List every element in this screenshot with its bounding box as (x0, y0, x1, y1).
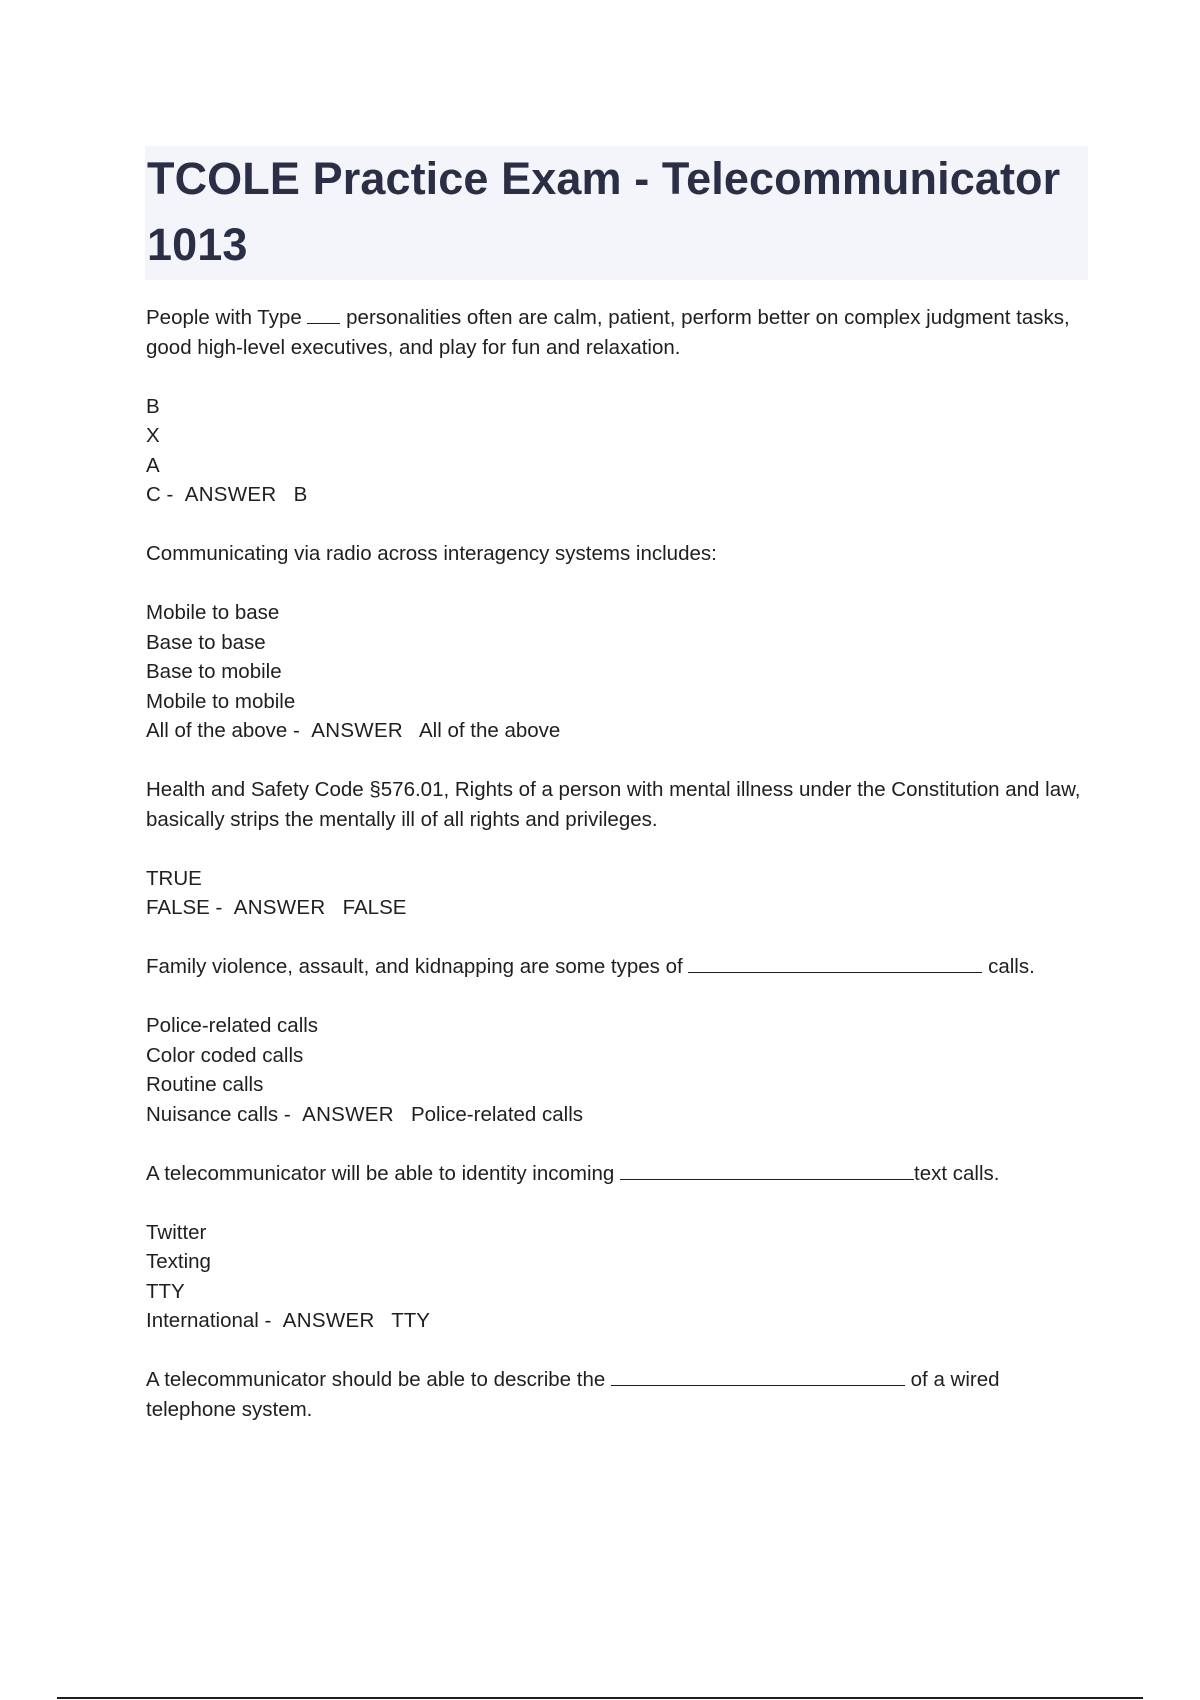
option: Twitter (146, 1220, 207, 1244)
answer-label: ANSWER (184, 483, 277, 506)
question-5-prompt-end: text calls. (914, 1161, 1000, 1185)
option: FALSE (146, 896, 210, 919)
question-1-prompt-end: personalities often are calm, patient, perform better on complex judgment tasks, good high-level executives, and play for fun and relaxation. (146, 306, 1070, 359)
question-6-prompt (146, 1365, 1086, 1424)
question-1-options (146, 392, 1086, 510)
answer-value: TTY (391, 1309, 430, 1332)
option: Mobile to base (146, 601, 280, 624)
answer-value: B (293, 483, 308, 506)
option: Routine calls (146, 1073, 264, 1096)
option-with-answer: Nuisance calls - ANSWER Police-related calls (146, 1102, 584, 1126)
question-1-prompt-start: People with Type (146, 306, 308, 329)
option-with-answer: FALSE - ANSWER FALSE (146, 896, 407, 919)
page-title: TCOLE Practice Exam - Telecommunicator 1013 (147, 153, 1061, 270)
question-4-prompt-start: Family violence, assault, and kidnapping are some types of (146, 955, 689, 978)
option: Color coded calls (146, 1043, 304, 1067)
fill-in-blank (611, 1365, 905, 1386)
fill-in-blank (620, 1159, 914, 1180)
option: Police-related calls (146, 1014, 319, 1037)
question-5-prompt (146, 1159, 1086, 1189)
answer-value: Police-related calls (410, 1102, 584, 1126)
question-3-options (146, 864, 1086, 923)
answer-label: ANSWER (282, 1309, 375, 1332)
question-2-prompt: Communicating via radio across interagency systems includes: (146, 542, 717, 565)
option: International (146, 1309, 259, 1332)
answer-label: ANSWER (311, 719, 404, 742)
question-6-prompt-start: A telecommunicator should be able to describe the (146, 1368, 611, 1391)
answer-value: All of the above (419, 719, 561, 742)
answer-label: ANSWER (302, 1102, 394, 1126)
question-list (146, 303, 1086, 1454)
fill-in-blank (307, 303, 340, 324)
option: C (146, 483, 161, 506)
question-3-prompt: Health and Safety Code §576.01, Rights of a person with mental illness under the Constitution and law, basically strips the mentally ill of all rights and privileges. (146, 778, 1081, 831)
option: A (146, 453, 160, 477)
question-5-prompt-start: A telecommunicator will be able to identity incoming (146, 1161, 621, 1185)
option-with-answer: International - ANSWER TTY (146, 1309, 430, 1332)
question-6-prompt-end: of a wired telephone system. (146, 1368, 1000, 1421)
question-2-options (146, 598, 1086, 746)
footer-divider (57, 1697, 1143, 1699)
option: Base to base (146, 630, 266, 654)
title-banner (145, 146, 1088, 280)
option: Mobile to mobile (146, 689, 296, 713)
option-with-answer: C - ANSWER B (146, 483, 308, 506)
question-5-options (146, 1218, 1086, 1336)
option-with-answer: All of the above - ANSWER All of the above (146, 719, 561, 742)
fill-in-blank (688, 952, 982, 973)
answer-label: ANSWER (233, 896, 326, 919)
question-4-prompt-end: calls. (982, 955, 1035, 978)
question-4-prompt (146, 952, 1086, 982)
option: Nuisance calls (146, 1102, 279, 1126)
option: B (146, 394, 160, 418)
option: TRUE (146, 866, 202, 890)
option: Texting (146, 1250, 211, 1273)
option: All of the above (146, 719, 288, 742)
option: Base to mobile (146, 660, 282, 683)
question-1-prompt (146, 303, 1086, 362)
answer-value: FALSE (342, 896, 407, 919)
question-4-options (146, 1011, 1086, 1129)
option: X (146, 424, 160, 447)
option: TTY (146, 1279, 185, 1303)
